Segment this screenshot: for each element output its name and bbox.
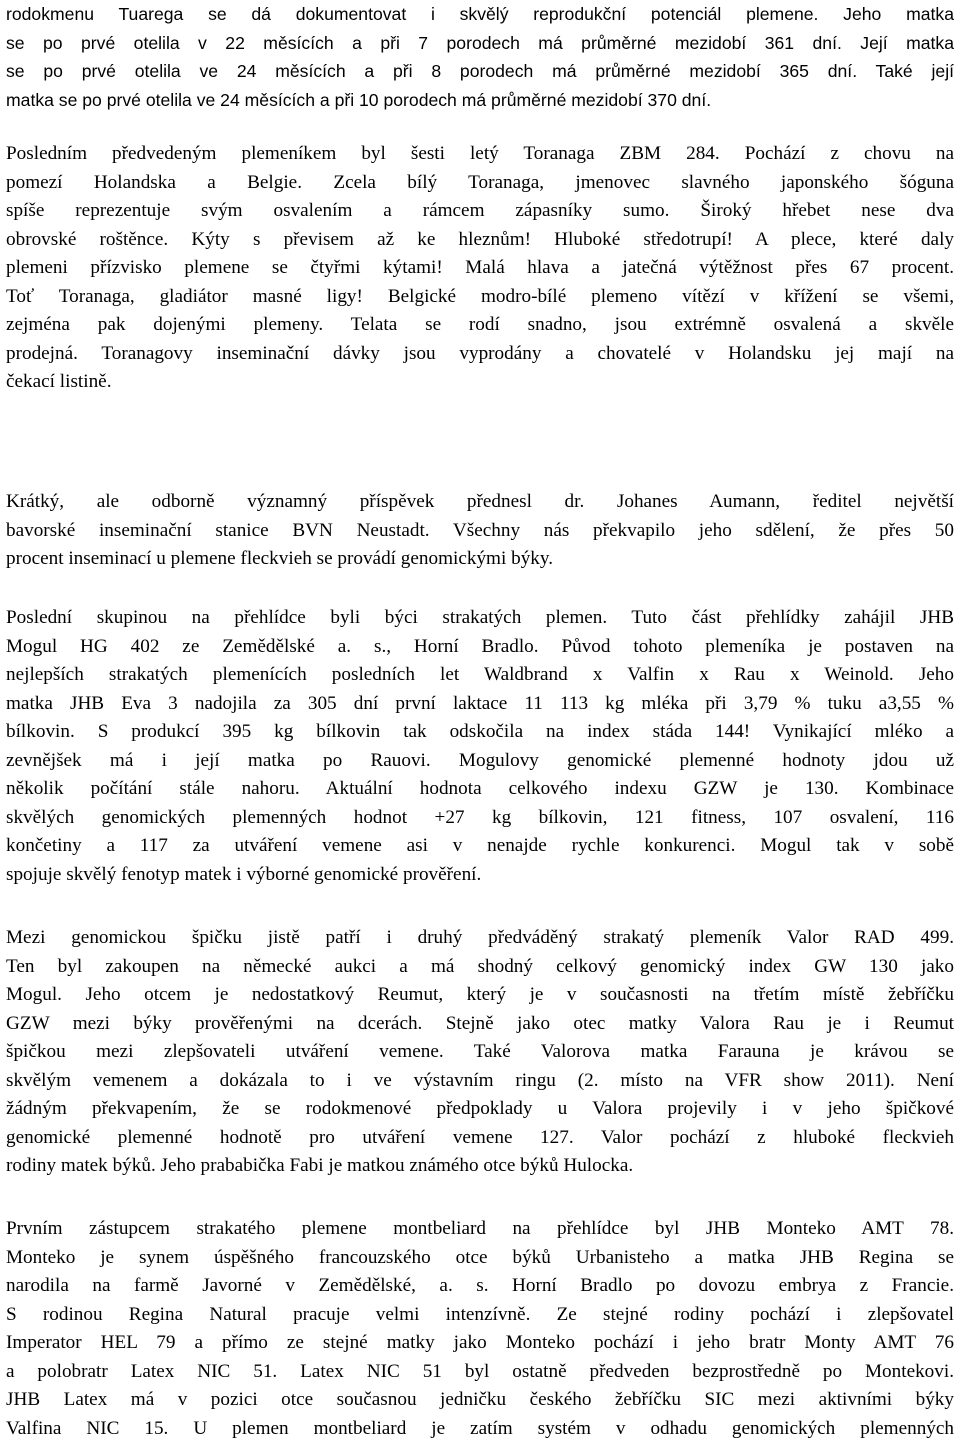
text-line: prodejná. Toranagovy inseminační dávky jsou vyprodány a chovatelé v Holandsku jej mají na	[6, 342, 954, 364]
paragraph-valor	[6, 924, 954, 1181]
text-line: procent inseminací u plemene fleckvieh se provádí genomickými býky.	[6, 548, 554, 569]
paragraph-aumann	[6, 488, 954, 574]
text-line: končetiny a 117 za utváření vemene asi v nenajde rychle konkurenci. Mogul tak v sobě	[6, 835, 954, 856]
text-line: spojuje skvělý fenotyp matek i výborné genomické prověření.	[6, 863, 482, 885]
text-line: skvělým vemenem a dokázala to i ve výstavním ringu (2. místo na VFR show 2011). Není	[6, 1069, 954, 1091]
text-line: zejména pak dojenými plemeny. Telata se rodí snadno, jsou extrémně osvalená a skvěle	[6, 314, 954, 335]
text-line: Mogul. Jeho otcem je nedostatkový Reumut, který je v současnosti na třetím místě žebříčku	[6, 984, 954, 1005]
text-line: pomezí Holandska a Belgie. Zcela bílý Toranaga, jmenovec slavného japonského šóguna	[6, 171, 954, 193]
text-line: rodokmenu Tuarega se dá dokumentovat i skvělý reprodukční potenciál plemene. Jeho matka	[6, 4, 954, 24]
text-line: několik počítání stále nahoru. Aktuální hodnota celkového indexu GZW je 130. Kombinace	[6, 778, 954, 799]
text-line: bílkovin. S produkcí 395 kg bílkovin tak odskočila na index stáda 144! Vynikající mléko a	[6, 721, 954, 742]
text-line: obrovské roštěnce. Kýty s převisem až ke hleznům! Hluboké středotrupí! A plece, které daly	[6, 228, 954, 250]
text-line: nejlepších strakatých plemenících posledních let Waldbrand x Valfin x Rau x Weinold. Jeho	[6, 664, 954, 685]
text-line: matka se po prvé otelila ve 24 měsících a při 10 porodech má průměrné mezidobí 370 dní.	[6, 89, 712, 110]
text-line: Mezi genomickou špičku jistě patří i druhý předváděný strakatý plemeník Valor RAD 499.	[6, 927, 954, 948]
text-line: žádným překvapením, že se rodokmenové předpoklady u Valora projevily i v jeho špičkové	[6, 1098, 954, 1119]
paragraph-monteko	[6, 1215, 954, 1443]
text-line: genomické plemenné hodnotě pro utváření vemene 127. Valor pochází z hluboké fleckvieh	[6, 1126, 954, 1148]
text-line: narodila na farmě Javorné v Zemědělské, a. s. Horní Bradlo po dovozu embrya z Francie.	[6, 1275, 954, 1296]
text-line: se po prvé otelila v 22 měsících a při 7 porodech má průměrné mezidobí 361 dní. Její matka	[6, 32, 954, 53]
text-line: spíše reprezentuje svým osvalením a rámcem zápasníky sumo. Široký hřebet nese dva	[6, 200, 954, 221]
text-line: GZW mezi býky prověřenými na dcerách. Stejně jako otec matky Valora Rau je i Reumut	[6, 1012, 954, 1034]
text-line: Monteko je synem úspěšného francouzského otce býků Urbanisteho a matka JHB Regina se	[6, 1246, 954, 1268]
text-line: Valfina NIC 15. U plemen montbeliard je zatím systém v odhadu genomických plemenných	[6, 1417, 954, 1439]
text-line: JHB Latex má v pozici otce současnou jedničku českého žebříčku SIC mezi aktivními býky	[6, 1389, 954, 1410]
text-line: matka JHB Eva 3 nadojila za 305 dní první laktace 11 113 kg mléka při 3,79 % tuku a3,55 %	[6, 692, 954, 714]
paragraph-toranaga	[6, 140, 954, 397]
text-line: Toť Toranaga, gladiátor masné ligy! Belgické modro-bílé plemeno vítězí v křížení se všemi,	[6, 285, 954, 307]
text-line: Prvním zástupcem strakatého plemene montbeliard na přehlídce byl JHB Monteko AMT 78.	[6, 1218, 954, 1239]
text-line: čekací listině.	[6, 371, 112, 392]
text-line: Imperator HEL 79 a přímo ze stejné matky jako Monteko pochází i jeho bratr Monty AMT 76	[6, 1332, 954, 1353]
text-line: Ten byl zakoupen na německé aukci a má shodný celkový genomický index GW 130 jako	[6, 955, 954, 977]
text-line: špičkou mezi zlepšovateli utváření vemene. Také Valorova matka Farauna je krávou se	[6, 1041, 954, 1062]
text-line: rodiny matek býků. Jeho prababička Fabi je matkou známého otce býků Hulocka.	[6, 1155, 634, 1176]
text-line: skvělých genomických plemenných hodnot +27 kg bílkovin, 121 fitness, 107 osvalení, 116	[6, 806, 954, 828]
paragraph-mogul	[6, 604, 954, 889]
text-line: Mogul HG 402 ze Zemědělské a. s., Horní Bradlo. Původ tohoto plemeníka je postaven na	[6, 635, 954, 657]
text-line: plemeni přízvisko plemene se čtyřmi kýtami! Malá hlava a jatečná výtěžnost přes 67 procent.	[6, 257, 954, 278]
paragraph-tuareg-pedigree	[6, 0, 954, 114]
text-line: a polobratr Latex NIC 51. Latex NIC 51 byl ostatně předveden bezprostředně po Montekovi.	[6, 1360, 954, 1382]
text-line: se po prvé otelila ve 24 měsících a při 8 porodech má průměrné mezidobí 365 dní. Také její	[6, 61, 954, 81]
text-line: bavorské inseminační stanice BVN Neustadt. Všechny nás překvapilo jeho sdělení, že přes 50	[6, 519, 954, 541]
text-line: S rodinou Regina Natural pracuje velmi intenzívně. Ze stejné rodiny pochází i zlepšovatel	[6, 1303, 954, 1325]
text-line: Posledním předvedeným plemeníkem byl šesti letý Toranaga ZBM 284. Pochází z chovu na	[6, 143, 954, 164]
text-line: Krátký, ale odborně významný příspěvek přednesl dr. Johanes Aumann, ředitel největší	[6, 491, 954, 512]
text-line: Poslední skupinou na přehlídce byli býci strakatých plemen. Tuto část přehlídky zahájil JHB	[6, 607, 954, 628]
text-line: zevnějšek má i její matka po Rauovi. Mogulovy genomické plemenné hodnoty jdou už	[6, 749, 954, 771]
